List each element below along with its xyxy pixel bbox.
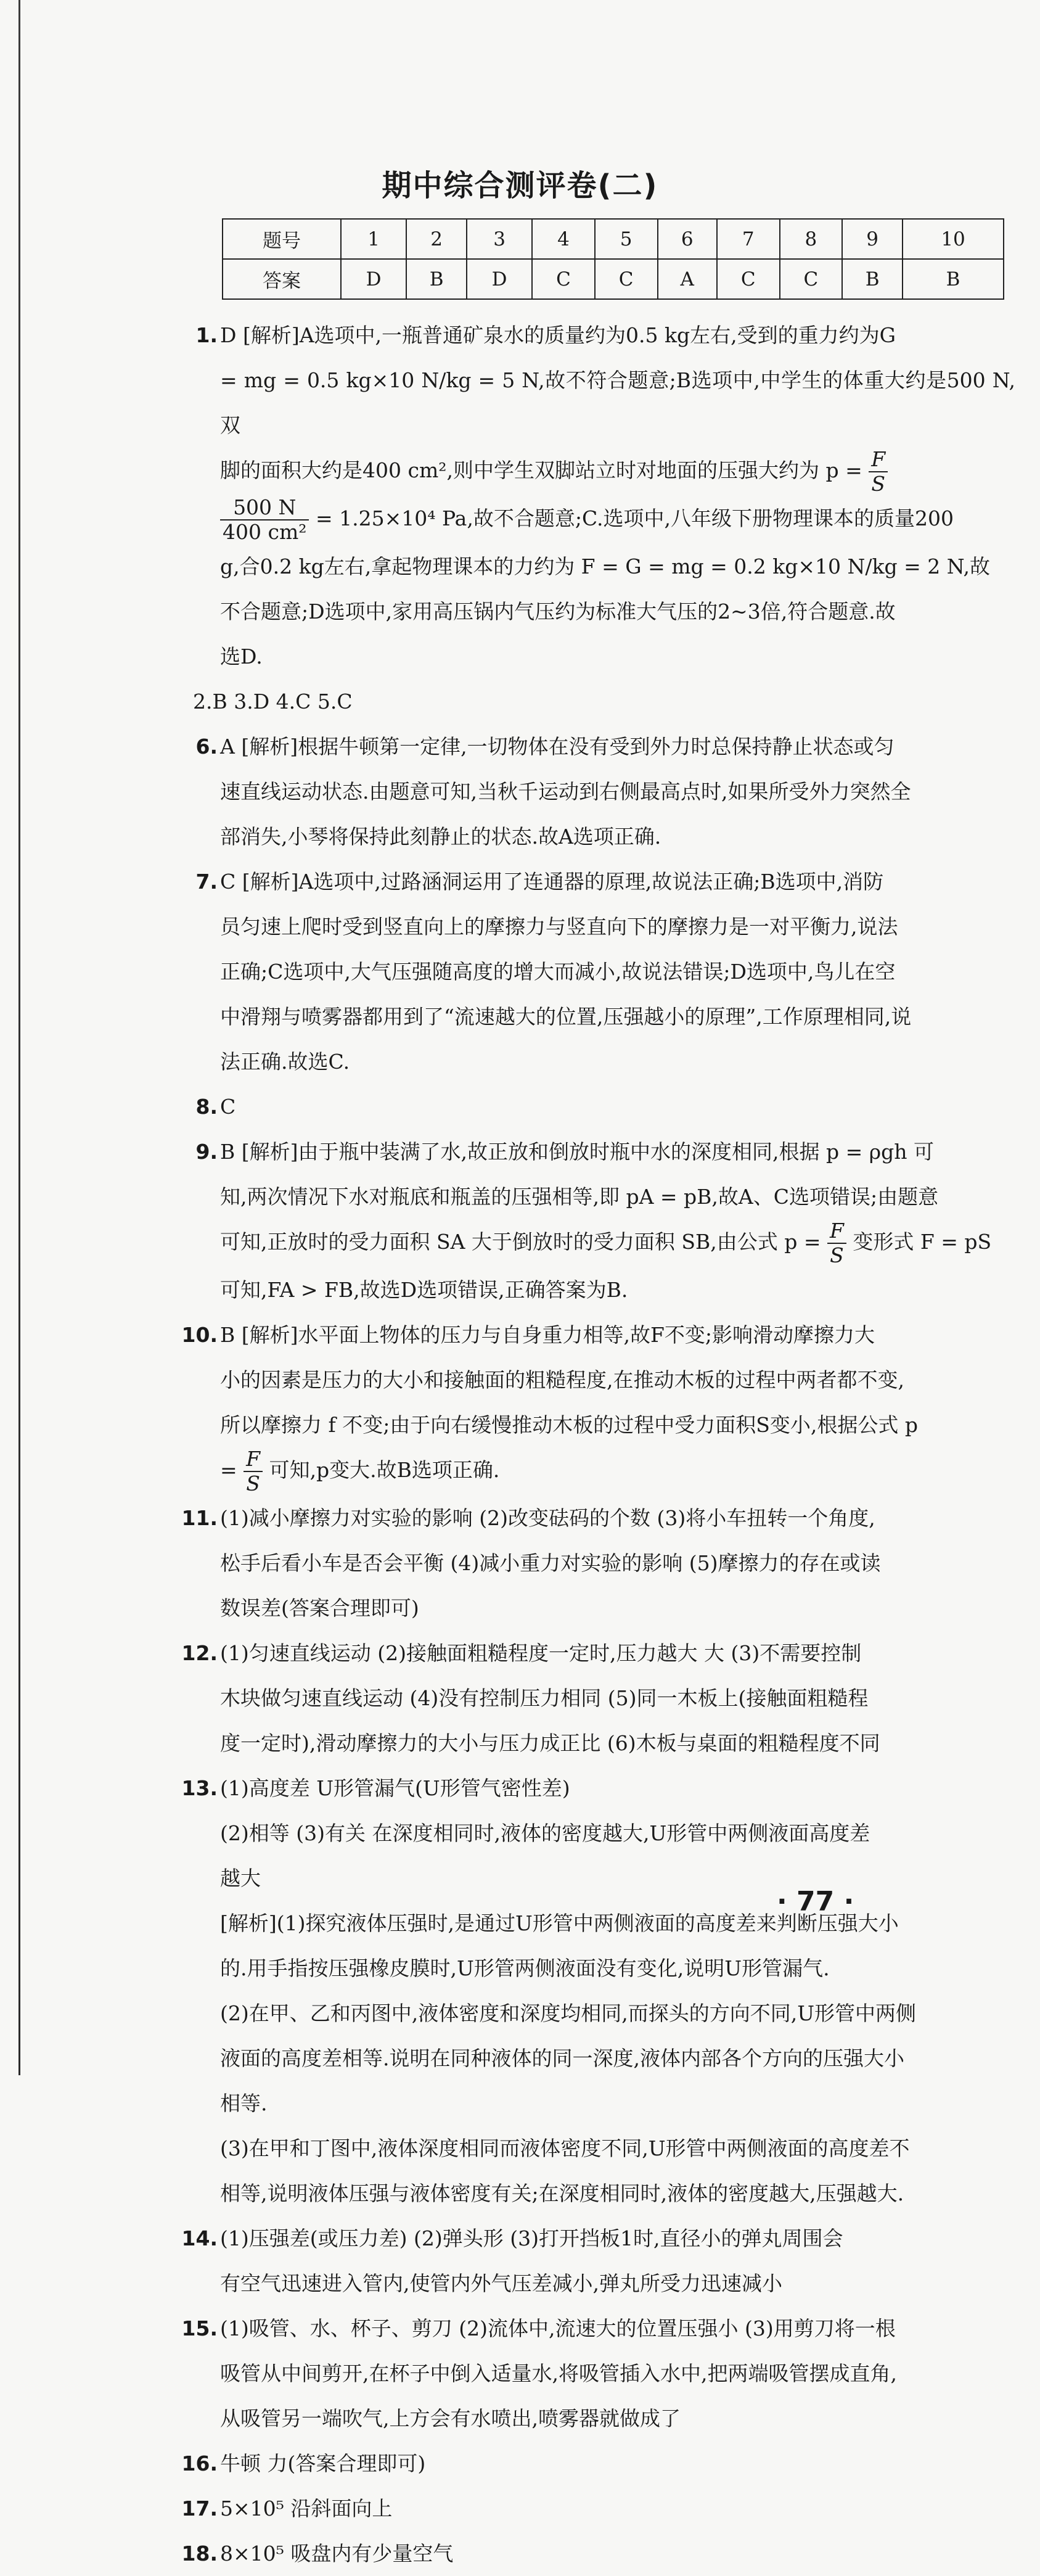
text-line: 所以摩擦力 f 不变;由于向右缓慢推动木板的过程中受力面积S变小,根据公式 p (220, 1412, 919, 1437)
table-cell: D (341, 259, 406, 299)
item-number: 10. (181, 1322, 218, 1347)
text-line: 5×10⁵ 沿斜面向上 (220, 2496, 393, 2520)
text-line: 相等. (220, 2091, 268, 2115)
text-line: = mg = 0.5 kg×10 N/kg = 5 N,故不符合题意;B选项中,中学生的体重大约是500 N,双 (220, 368, 1015, 437)
table-cell: 2 (406, 219, 467, 259)
table-cell: C (532, 259, 595, 299)
text-line: 牛顿 力(答案合理即可) (220, 2451, 426, 2475)
text-line: 中滑翔与喷雾器都用到了“流速越大的位置,压强越小的原理”,工作原理相同,说 (220, 1004, 912, 1029)
table-cell: 8 (780, 219, 843, 259)
answer-item-15 (181, 2306, 1015, 2441)
text-line: 选D. (220, 644, 263, 669)
table-cell: 4 (532, 219, 595, 259)
text-line: 可知,p变大.故B选项正确. (269, 1457, 500, 1482)
fraction (244, 1447, 263, 1496)
text-line: (1)减小摩擦力对实验的影响 (2)改变砝码的个数 (3)将小车扭转一个角度, (220, 1505, 875, 1530)
item-number: 9. (195, 1139, 218, 1164)
table-cell: B (406, 259, 467, 299)
answer-item-8 (195, 1084, 1015, 1129)
text-line: 变形式 F = pS (853, 1229, 992, 1254)
answer-content (181, 313, 1015, 2576)
item-number: 7. (195, 869, 218, 894)
text-line: C [解析]A选项中,过路涵洞运用了连通器的原理,故说法正确;B选项中,消防 (220, 869, 884, 894)
text-line: (2)在甲、乙和丙图中,液体密度和深度均相同,而探头的方向不同,U形管中两侧 (220, 2001, 917, 2025)
item-number: 1. (195, 323, 218, 347)
page-number: · 77 · (777, 1886, 854, 1917)
item-number: 13. (181, 1776, 218, 1800)
text-line: 可知,FA > FB,故选D选项错误,正确答案为B. (220, 1277, 628, 1302)
text-line: g,合0.2 kg左右,拿起物理课本的力约为 F = G = mg = 0.2 kg×10 N/kg = 2 N,故 (220, 554, 990, 578)
text-line: 员匀速上爬时受到竖直向上的摩擦力与竖直向下的摩擦力是一对平衡力,说法 (220, 914, 898, 939)
answer-item-7 (195, 859, 1015, 1084)
table-header-cell: 答案 (223, 259, 341, 299)
table-cell: B (842, 259, 903, 299)
table-header-cell: 题号 (223, 219, 341, 259)
answer-item-1 (195, 313, 1015, 679)
text-line: C (220, 1094, 236, 1119)
text-line: 法正确.故选C. (220, 1049, 350, 1074)
text-line: 知,两次情况下水对瓶底和瓶盖的压强相等,即 pA = pB,故A、C选项错误;由题意 (220, 1184, 939, 1209)
fraction-numerator: F (244, 1447, 263, 1472)
text-line (220, 448, 1015, 496)
table-cell: 7 (717, 219, 780, 259)
item-number: 16. (181, 2451, 218, 2475)
item-number: 11. (181, 1505, 218, 1530)
table-row (223, 219, 1004, 259)
table-cell: A (658, 259, 717, 299)
item-number: 12. (181, 1640, 218, 1665)
binding-spine (18, 0, 20, 2075)
answer-item-13 (181, 1766, 1015, 2216)
item-number: 8. (195, 1094, 218, 1119)
text-line: (2)相等 (3)有关 在深度相同时,液体的密度越大,U形管中两侧液面高度差 (220, 1821, 870, 1845)
text-line: [解析](1)探究液体压强时,是通过U形管中两侧液面的高度差来判断压强大小 (220, 1911, 899, 1935)
fraction-denominator: S (246, 1471, 260, 1496)
table-cell: C (717, 259, 780, 299)
text-line: 有空气迅速进入管内,使管内外气压差减小,弹丸所受力迅速减小 (220, 2271, 782, 2295)
item-number: 15. (181, 2316, 218, 2340)
fraction-denominator: 400 cm² (223, 519, 307, 544)
answer-table (222, 218, 1004, 300)
table-cell: C (595, 259, 658, 299)
table-cell: 10 (903, 219, 1004, 259)
answer-item-6 (195, 724, 1015, 859)
table-cell: 3 (467, 219, 532, 259)
answer-item-16 (181, 2441, 1015, 2486)
text-line: B [解析]由于瓶中装满了水,故正放和倒放时瓶中水的深度相同,根据 p = ρgh 可 (220, 1139, 934, 1164)
table-cell: B (903, 259, 1004, 299)
item-number: 14. (181, 2226, 218, 2250)
answer-item-2-5 (193, 679, 1015, 724)
text-line: 速直线运动状态.由题意可知,当秋千运动到右侧最高点时,如果所受外力突然全 (220, 779, 911, 804)
text-line: 部消失,小琴将保持此刻静止的状态.故A选项正确. (220, 824, 661, 849)
text-line (220, 1219, 1015, 1267)
text-line: 不合题意;D选项中,家用高压锅内气压约为标准大气压的2~3倍,符合题意.故 (220, 599, 896, 623)
fraction-numerator: F (827, 1219, 846, 1244)
text-line: 小的因素是压力的大小和接触面的粗糙程度,在推动木板的过程中两者都不变, (220, 1367, 904, 1392)
text-line: 8×10⁵ 吸盘内有少量空气 (220, 2541, 454, 2566)
text-line: (3)在甲和丁图中,液体深度相同而液体密度不同,U形管中两侧液面的高度差不 (220, 2136, 910, 2160)
text-line: (1)匀速直线运动 (2)接触面粗糙程度一定时,压力越大 大 (3)不需要控制 (220, 1640, 862, 1665)
text-line: 正确;C选项中,大气压强随高度的增大而减小,故说法错误;D选项中,鸟儿在空 (220, 959, 896, 984)
text-line: 液面的高度差相等.说明在同种液体的同一深度,液体内部各个方向的压强大小 (220, 2046, 904, 2070)
text-line (220, 1447, 1015, 1496)
text-line: = (220, 1457, 237, 1482)
text-line: = 1.25×10⁴ Pa,故不合题意;C.选项中,八年级下册物理课本的质量200 (315, 506, 954, 530)
fraction-numerator: 500 N (220, 496, 309, 521)
table-cell: C (780, 259, 843, 299)
answer-item-9 (195, 1129, 1015, 1312)
answer-item-18 (181, 2531, 1015, 2576)
text-line: 度一定时),滑动摩擦力的大小与压力成正比 (6)木板与桌面的粗糙程度不同 (220, 1730, 880, 1755)
fraction-denominator: S (830, 1243, 844, 1267)
fraction-numerator: F (869, 448, 888, 472)
text-line: 可知,正放时的受力面积 SA 大于倒放时的受力面积 SB,由公式 p = (220, 1229, 821, 1254)
text-line: 松手后看小车是否会平衡 (4)减小重力对实验的影响 (5)摩擦力的存在或读 (220, 1550, 881, 1575)
text-line (220, 496, 1015, 544)
fraction (869, 448, 888, 496)
text-line: 的.用手指按压强橡皮膜时,U形管两侧液面没有变化,说明U形管漏气. (220, 1956, 830, 1980)
table-cell: 5 (595, 219, 658, 259)
fraction-denominator: S (871, 472, 885, 496)
fraction (220, 496, 309, 544)
table-cell: 6 (658, 219, 717, 259)
text-line: 从吸管另一端吹气,上方会有水喷出,喷雾器就做成了 (220, 2406, 681, 2430)
text-line: (1)压强差(或压力差) (2)弹头形 (3)打开挡板1时,直径小的弹丸周围会 (220, 2226, 843, 2250)
answer-item-17 (181, 2486, 1015, 2531)
text-line: D [解析]A选项中,一瓶普通矿泉水的质量约为0.5 kg左右,受到的重力约为G (220, 323, 896, 347)
answer-item-11 (181, 1496, 1015, 1631)
answer-item-10 (181, 1312, 1015, 1496)
text-line: 2.B 3.D 4.C 5.C (193, 689, 353, 714)
text-line: 相等,说明液体压强与液体密度有关;在深度相同时,液体的密度越大,压强越大. (220, 2181, 904, 2205)
answer-item-14 (181, 2216, 1015, 2306)
table-row (223, 259, 1004, 299)
page-title: 期中综合测评卷(二) (382, 168, 658, 203)
text-line: 木块做匀速直线运动 (4)没有控制压力相同 (5)同一木板上(接触面粗糙程 (220, 1685, 869, 1710)
answer-item-12 (181, 1631, 1015, 1766)
text-line: A [解析]根据牛顿第一定律,一切物体在没有受到外力时总保持静止状态或匀 (220, 734, 895, 759)
fraction (827, 1219, 846, 1267)
text-line: (1)吸管、水、杯子、剪刀 (2)流体中,流速大的位置压强小 (3)用剪刀将一根 (220, 2316, 896, 2340)
item-number: 17. (181, 2496, 218, 2520)
table-cell: 9 (842, 219, 903, 259)
text-line: (1)高度差 U形管漏气(U形管气密性差) (220, 1776, 570, 1800)
text-line: 数误差(答案合理即可) (220, 1595, 419, 1620)
item-number: 18. (181, 2541, 218, 2566)
text-line: 吸管从中间剪开,在杯子中倒入适量水,将吸管插入水中,把两端吸管摆成直角, (220, 2361, 897, 2385)
text-line: 脚的面积大约是400 cm²,则中学生双脚站立时对地面的压强大约为 p = (220, 458, 862, 482)
text-line: 越大 (220, 1866, 261, 1890)
text-line: B [解析]水平面上物体的压力与自身重力相等,故F不变;影响滑动摩擦力大 (220, 1322, 875, 1347)
item-number: 6. (195, 734, 218, 759)
table-cell: 1 (341, 219, 406, 259)
table-cell: D (467, 259, 532, 299)
